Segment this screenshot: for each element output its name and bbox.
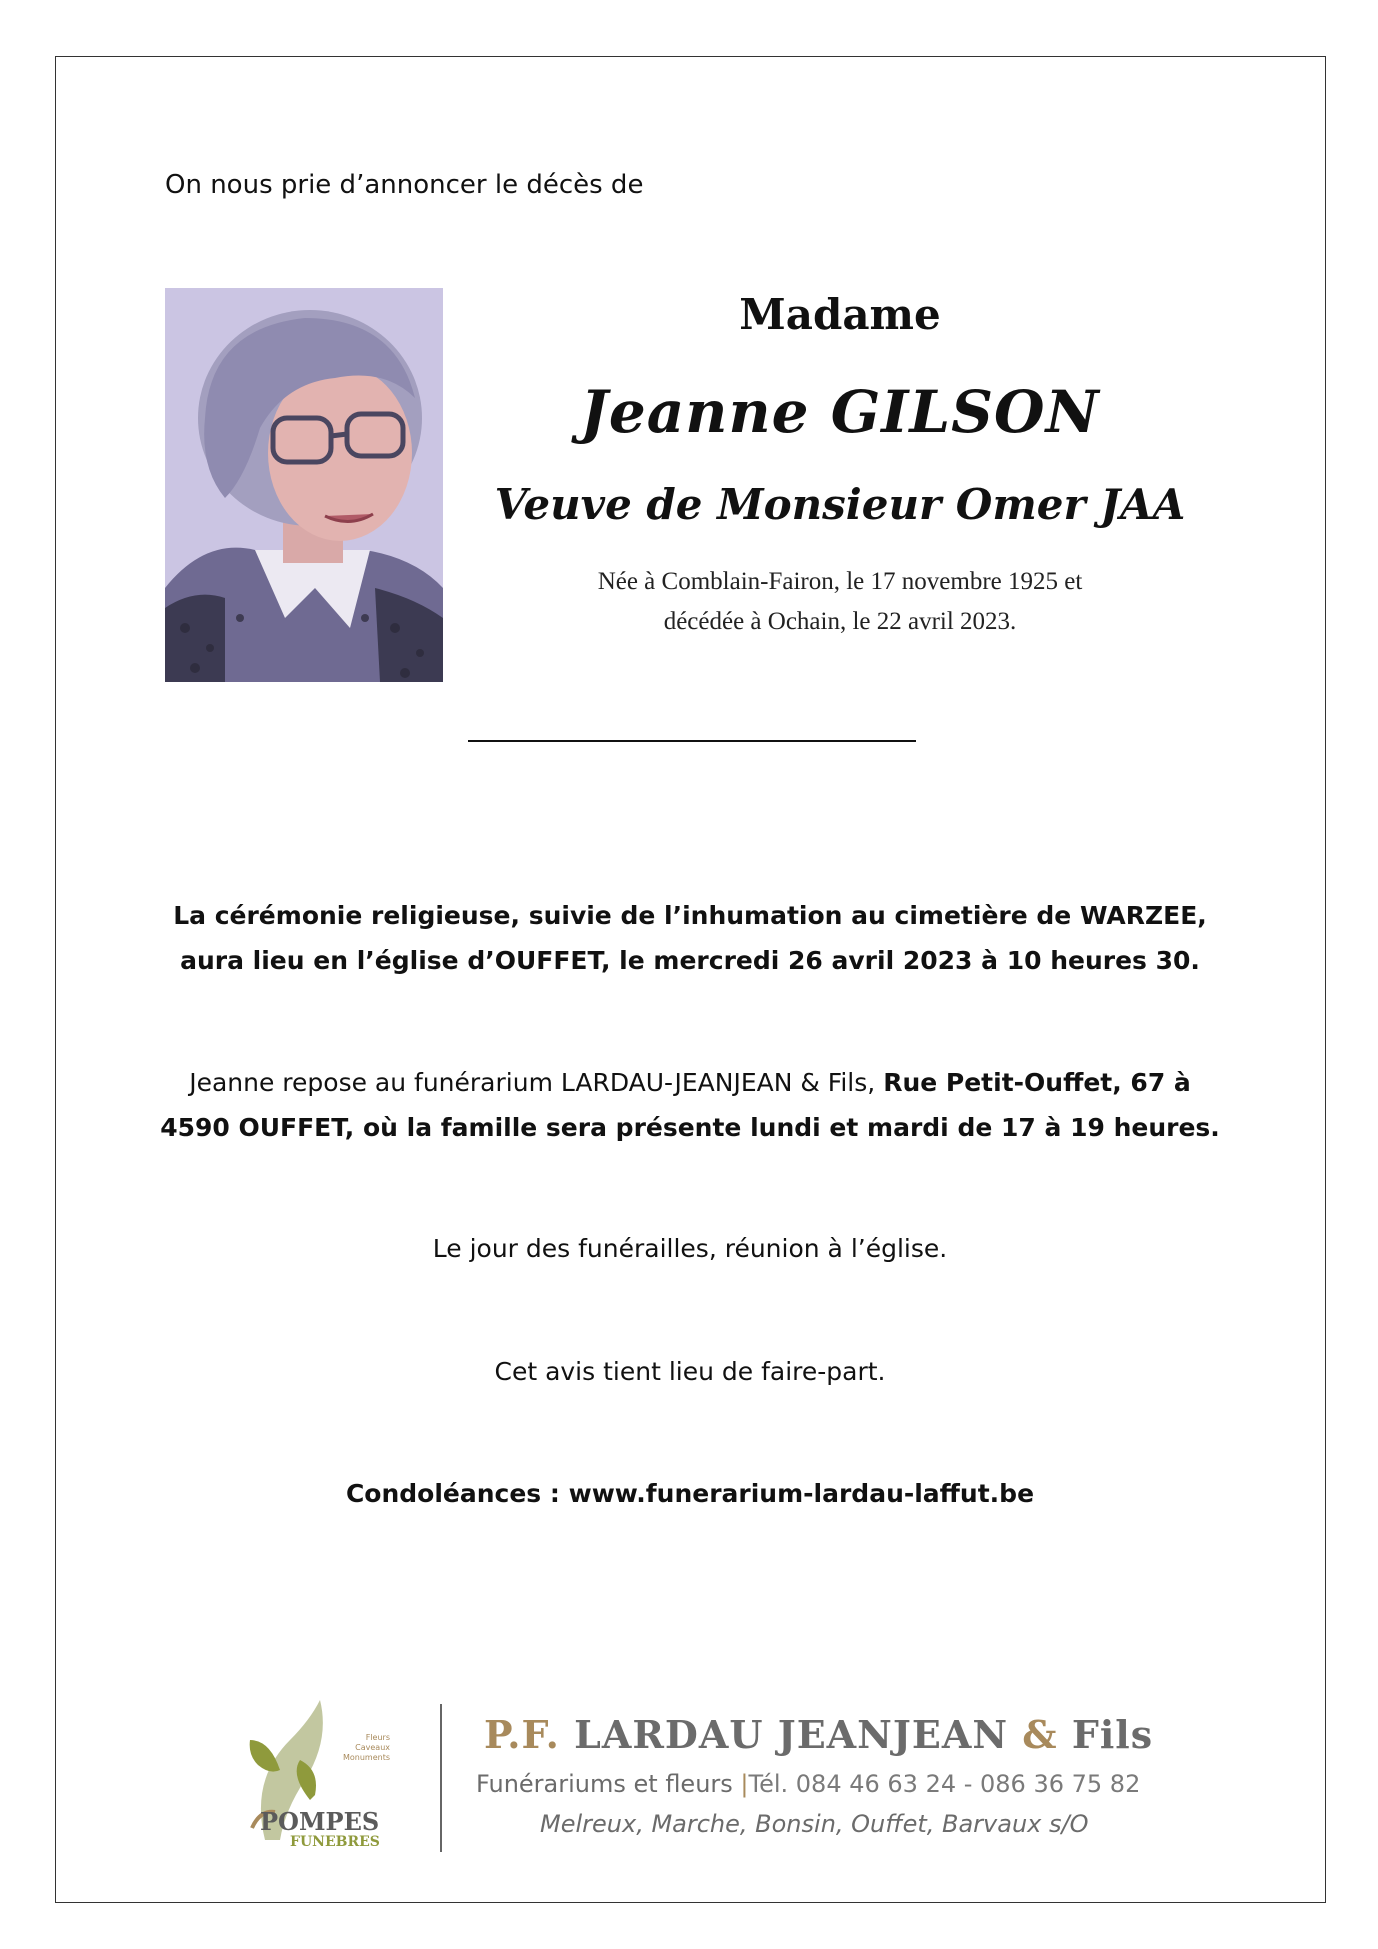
birth-line: Née à Comblain-Fairon, le 17 novembre 1925 et: [597, 568, 1083, 595]
logo-small-1: Fleurs: [365, 1733, 390, 1742]
company-pf: P.F.: [484, 1712, 560, 1757]
ceremony-line-2: aura lieu en l’église d’OUFFET, le mercredi 26 avril 2023 à 10 heures 30.: [180, 946, 1200, 975]
ceremony-line-1: La cérémonie religieuse, suivie de l’inhumation au cimetière de WARZEE,: [173, 901, 1207, 930]
logo-sub: FUNEBRES: [290, 1834, 380, 1850]
company-services: [476, 1770, 1140, 1798]
company-fils: Fils: [1071, 1712, 1154, 1757]
divider-line: [468, 740, 916, 742]
repose-address: Rue Petit-Ouffet, 67 à: [883, 1068, 1191, 1097]
birth-death-dates: [470, 562, 1210, 642]
salutation: Madame: [739, 290, 941, 339]
logo-small-2: Caveaux: [355, 1743, 390, 1752]
company-amp: &: [1022, 1712, 1058, 1757]
notice-text: Cet avis tient lieu de faire-part.: [494, 1357, 886, 1386]
company-main: LARDAU JEANJEAN: [574, 1712, 1009, 1757]
portrait-photo: [165, 288, 443, 682]
repose-text: Jeanne repose au funérarium LARDAU-JEANJEAN & Fils,: [189, 1068, 884, 1097]
repose-paragraph: [120, 1060, 1260, 1150]
company-locations: Melreux, Marche, Bonsin, Ouffet, Barvaux s/O: [540, 1810, 1089, 1838]
services-text: Funérariums et fleurs: [476, 1770, 733, 1798]
pompes-funebres-logo: [230, 1700, 430, 1850]
repose-visiting-hours: 4590 OUFFET, où la famille sera présente lundi et mardi de 17 à 19 heures.: [160, 1113, 1220, 1142]
phone-numbers: Tél. 084 46 63 24 - 086 36 75 82: [748, 1770, 1141, 1798]
company-name: [484, 1712, 1153, 1757]
intro-text: On nous prie d’annoncer le décès de: [165, 170, 644, 200]
footer-divider: [440, 1704, 442, 1852]
services-separator: |: [740, 1770, 749, 1798]
logo-main: POMPES: [260, 1807, 380, 1836]
widow-line: Veuve de Monsieur Omer JAA: [494, 480, 1186, 529]
ceremony-paragraph: [120, 893, 1260, 983]
death-line: décédée à Ochain, le 22 avril 2023.: [663, 608, 1017, 635]
logo-small-3: Monuments: [342, 1753, 390, 1762]
condolences-text: Condoléances : www.funerarium-lardau-laffut.be: [345, 1479, 1035, 1508]
deceased-name: Jeanne GILSON: [580, 378, 1100, 446]
meeting-text: Le jour des funérailles, réunion à l’église.: [432, 1234, 948, 1263]
